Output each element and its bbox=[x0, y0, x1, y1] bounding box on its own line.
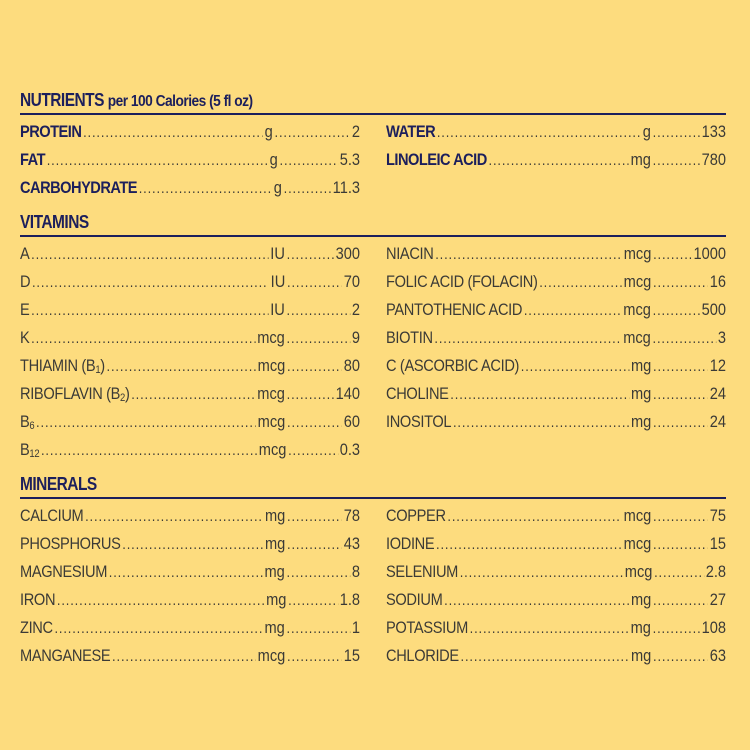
mineral-unit: mcg bbox=[623, 506, 652, 525]
nutrient-name: CARBOHYDRATE bbox=[20, 178, 138, 197]
vitamin-unit: mcg bbox=[257, 384, 285, 403]
vitamin-value: 0.3 bbox=[339, 440, 360, 459]
mineral-value: 27 bbox=[709, 590, 726, 609]
nutrient-value: 5.3 bbox=[339, 150, 360, 169]
vitamin-value: 140 bbox=[335, 384, 360, 403]
nutrient-row-carbohydrate bbox=[20, 174, 360, 202]
mineral-name: IODINE bbox=[386, 534, 435, 553]
vitamins-right-column bbox=[386, 240, 726, 464]
nutrition-panel bbox=[20, 88, 726, 678]
vitamin-unit: IU bbox=[270, 244, 285, 263]
vitamin-row-d bbox=[20, 268, 360, 296]
mineral-value: 8 bbox=[351, 562, 360, 581]
vitamin-unit: mcg bbox=[257, 412, 286, 431]
vitamin-name: $B_6$ bbox=[20, 412, 35, 432]
nutrient-row-linoleic-acid bbox=[386, 146, 726, 174]
vitamin-value: 9 bbox=[351, 328, 360, 347]
nutrient-unit: mg bbox=[630, 150, 651, 169]
mineral-value: 15 bbox=[343, 646, 360, 665]
vitamin-name: PANTOTHENIC ACID bbox=[386, 300, 523, 319]
mineral-name: CALCIUM bbox=[20, 506, 84, 525]
vitamin-row-b12 bbox=[20, 436, 360, 464]
vitamin-value: 60 bbox=[343, 412, 360, 431]
nutrient-unit: g bbox=[264, 122, 273, 141]
vitamin-name: $B_{12}$ bbox=[20, 440, 40, 460]
mineral-unit: mg bbox=[264, 562, 285, 581]
vitamin-value: 1000 bbox=[693, 244, 726, 263]
vitamin-unit: mcg bbox=[257, 356, 286, 375]
mineral-row-phosphorus bbox=[20, 530, 360, 558]
vitamin-value: 16 bbox=[709, 272, 726, 291]
nutrients-title-main: NUTRIENTS bbox=[20, 90, 104, 110]
nutrient-unit: g bbox=[642, 122, 651, 141]
mineral-row-iron bbox=[20, 586, 360, 614]
vitamin-row-choline bbox=[386, 380, 726, 408]
vitamins-title: VITAMINS bbox=[20, 212, 89, 232]
vitamin-row-folic-acid bbox=[386, 268, 726, 296]
vitamin-name: THIAMIN $(B_1)$ bbox=[20, 356, 105, 376]
mineral-name: CHLORIDE bbox=[386, 646, 459, 665]
vitamin-value: 2 bbox=[351, 300, 360, 319]
vitamin-name: INOSITOL bbox=[386, 412, 452, 431]
mineral-unit: mcg bbox=[623, 534, 652, 553]
mineral-value: 1.8 bbox=[339, 590, 360, 609]
mineral-name: POTASSIUM bbox=[386, 618, 468, 637]
mineral-row-copper bbox=[386, 502, 726, 530]
vitamin-name: NIACIN bbox=[386, 244, 434, 263]
mineral-name: COPPER bbox=[386, 506, 446, 525]
mineral-row-potassium bbox=[386, 614, 726, 642]
nutrient-name: FAT bbox=[20, 150, 45, 169]
vitamin-unit: mcg bbox=[623, 272, 652, 291]
minerals-section bbox=[20, 472, 726, 670]
vitamin-name: E bbox=[20, 300, 30, 319]
mineral-unit: mg bbox=[264, 534, 286, 553]
vitamin-row-thiamin bbox=[20, 352, 360, 380]
mineral-name: SELENIUM bbox=[386, 562, 458, 581]
mineral-row-selenium bbox=[386, 558, 726, 586]
nutrient-row-fat bbox=[20, 146, 360, 174]
mineral-unit: mg bbox=[630, 646, 652, 665]
mineral-name: SODIUM bbox=[386, 590, 443, 609]
vitamin-value: 12 bbox=[709, 356, 726, 375]
vitamin-row-e bbox=[20, 296, 360, 324]
vitamin-unit: mcg bbox=[258, 440, 287, 459]
vitamin-row-niacin bbox=[386, 240, 726, 268]
section-rule bbox=[20, 497, 726, 499]
section-rule bbox=[20, 113, 726, 115]
vitamin-row-biotin bbox=[386, 324, 726, 352]
mineral-value: 43 bbox=[343, 534, 360, 553]
vitamin-value: 500 bbox=[701, 300, 726, 319]
vitamin-name: RIBOFLAVIN $(B_2)$ bbox=[20, 384, 130, 404]
mineral-name: ZINC bbox=[20, 618, 53, 637]
vitamin-row-pantothenic-acid bbox=[386, 296, 726, 324]
mineral-value: 75 bbox=[709, 506, 726, 525]
vitamin-row-k bbox=[20, 324, 360, 352]
mineral-unit: mg bbox=[630, 590, 652, 609]
mineral-name: MANGANESE bbox=[20, 646, 111, 665]
mineral-row-manganese bbox=[20, 642, 360, 670]
vitamin-unit: IU bbox=[270, 272, 286, 291]
mineral-value: 78 bbox=[343, 506, 360, 525]
section-rule bbox=[20, 235, 726, 237]
mineral-unit: mg bbox=[266, 590, 287, 609]
vitamin-name: D bbox=[20, 272, 31, 291]
nutrient-name: LINOLEIC ACID bbox=[386, 150, 487, 169]
vitamin-row-riboflavin bbox=[20, 380, 360, 408]
vitamin-value: 70 bbox=[343, 272, 360, 291]
vitamin-name: K bbox=[20, 328, 30, 347]
vitamin-unit: mg bbox=[630, 412, 652, 431]
vitamins-section bbox=[20, 210, 726, 464]
nutrients-title bbox=[20, 88, 627, 112]
vitamin-value: 80 bbox=[343, 356, 360, 375]
vitamin-name: CHOLINE bbox=[386, 384, 449, 403]
mineral-name: IRON bbox=[20, 590, 56, 609]
mineral-unit: mg bbox=[630, 618, 651, 637]
vitamin-unit: mcg bbox=[623, 328, 651, 347]
vitamin-value: 24 bbox=[709, 412, 726, 431]
nutrient-value: 11.3 bbox=[332, 178, 360, 197]
vitamin-row-inositol bbox=[386, 408, 726, 436]
vitamin-name: BIOTIN bbox=[386, 328, 433, 347]
vitamins-left-column bbox=[20, 240, 360, 464]
vitamin-unit: mg bbox=[630, 356, 652, 375]
vitamin-row-b6 bbox=[20, 408, 360, 436]
nutrients-right-column bbox=[386, 118, 726, 202]
nutrients-left-column bbox=[20, 118, 360, 202]
minerals-right-column bbox=[386, 502, 726, 670]
mineral-row-zinc bbox=[20, 614, 360, 642]
vitamin-value: 3 bbox=[717, 328, 726, 347]
vitamin-unit: mg bbox=[630, 384, 652, 403]
nutrients-subtitle: per 100 Calories (5 fl oz) bbox=[107, 93, 253, 110]
vitamin-value: 24 bbox=[709, 384, 726, 403]
mineral-value: 1 bbox=[351, 618, 360, 637]
mineral-row-calcium bbox=[20, 502, 360, 530]
mineral-unit: mcg bbox=[624, 562, 653, 581]
mineral-value: 15 bbox=[709, 534, 726, 553]
vitamin-row-vitamin-c bbox=[386, 352, 726, 380]
mineral-value: 108 bbox=[701, 618, 726, 637]
mineral-row-sodium bbox=[386, 586, 726, 614]
nutrient-name: WATER bbox=[386, 122, 436, 141]
nutrient-unit: g bbox=[273, 178, 282, 197]
mineral-value: 2.8 bbox=[705, 562, 726, 581]
nutrients-section bbox=[20, 88, 726, 202]
mineral-unit: mg bbox=[264, 506, 286, 525]
nutrient-unit: g bbox=[269, 150, 278, 169]
minerals-title: MINERALS bbox=[20, 474, 97, 494]
mineral-unit: mcg bbox=[257, 646, 286, 665]
vitamin-unit: mcg bbox=[257, 328, 285, 347]
mineral-row-magnesium bbox=[20, 558, 360, 586]
nutrient-value: 780 bbox=[701, 150, 726, 169]
mineral-row-chloride bbox=[386, 642, 726, 670]
vitamin-value: 300 bbox=[335, 244, 360, 263]
mineral-value: 63 bbox=[709, 646, 726, 665]
vitamin-unit: mcg bbox=[623, 244, 652, 263]
vitamin-name: FOLIC ACID (FOLACIN) bbox=[386, 272, 538, 291]
vitamin-unit: mcg bbox=[623, 300, 651, 319]
vitamin-name: C (ASCORBIC ACID) bbox=[386, 356, 520, 375]
vitamin-row-a bbox=[20, 240, 360, 268]
minerals-left-column bbox=[20, 502, 360, 670]
mineral-unit: mg bbox=[264, 618, 285, 637]
nutrient-name: PROTEIN bbox=[20, 122, 82, 141]
mineral-row-iodine bbox=[386, 530, 726, 558]
nutrient-row-protein bbox=[20, 118, 360, 146]
nutrient-value: 133 bbox=[701, 122, 726, 141]
nutrient-row-water bbox=[386, 118, 726, 146]
nutrient-value: 2 bbox=[351, 122, 360, 141]
mineral-name: PHOSPHORUS bbox=[20, 534, 121, 553]
vitamin-name: A bbox=[20, 244, 30, 263]
vitamin-unit: IU bbox=[270, 300, 285, 319]
mineral-name: MAGNESIUM bbox=[20, 562, 108, 581]
